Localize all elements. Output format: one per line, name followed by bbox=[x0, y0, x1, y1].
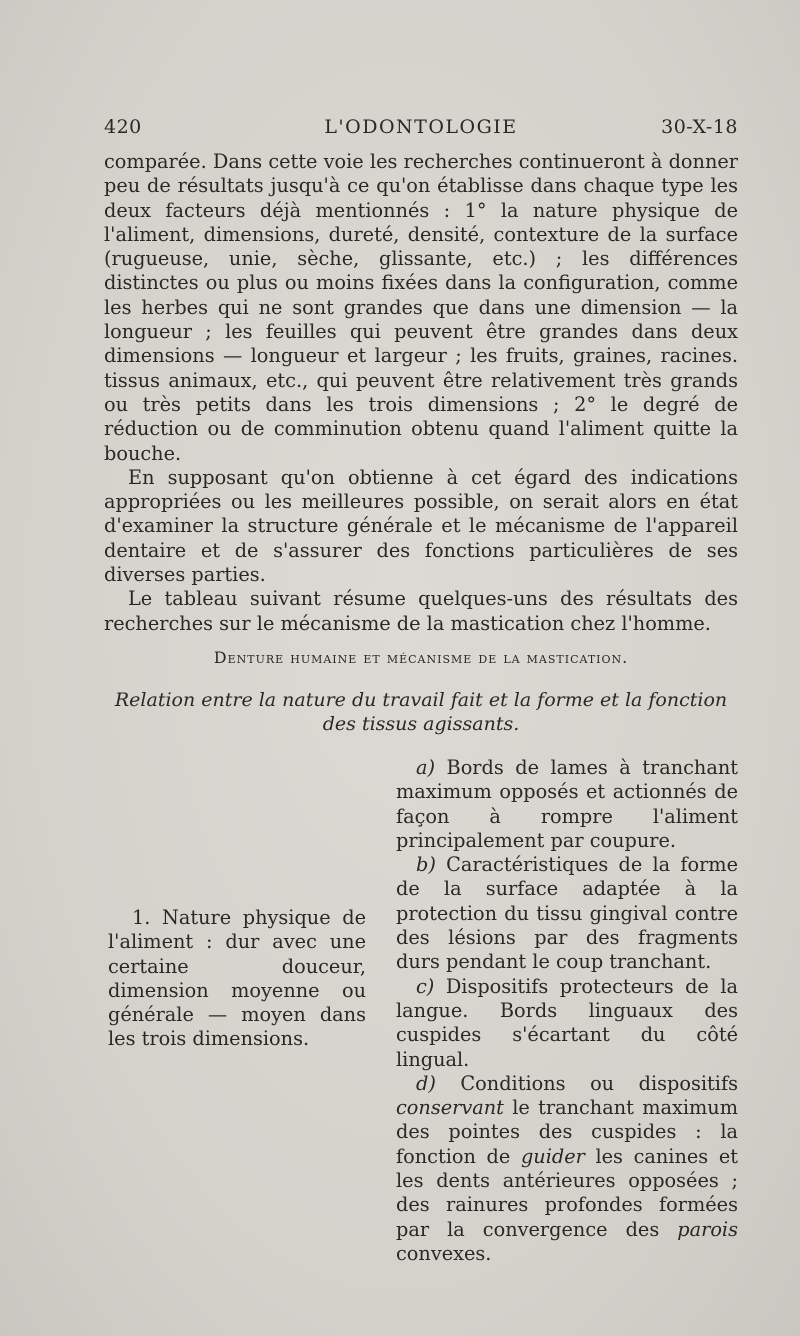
list-item: c) Dispositifs protecteurs de la langue. Bords linguaux des cuspides s'écartant du côté lingual. bbox=[396, 974, 738, 1071]
item-label: a) bbox=[416, 756, 436, 779]
left-column bbox=[108, 906, 366, 1052]
item-label: d) bbox=[416, 1071, 436, 1095]
table-subtitle: Relation entre la nature du travail fait et la forme et la fonction des tissus agissants. bbox=[114, 689, 728, 735]
item-label: c) bbox=[416, 974, 435, 998]
right-column bbox=[396, 756, 738, 1266]
paragraph: comparée. Dans cette voie les recherches continueront à donner peu de résultats jusqu'à ce qu'on établisse dans chaque type les deux facteurs déjà mentionnés : 1° la nature physique de l'aliment, dimensions, dureté, densité, contexture de la surface (rugueuse, unie, sèche, glissante, etc.) ; les différences distinctes ou plus ou moins fixées dans la configuration, comme les herbes qui ne sont grandes que dans une dimension — la longueur ; les feuilles qui peuvent être grandes dans deux dimensions — longueur et largeur ; les fruits, graines, racines. tissus animaux, etc., qui peuvent être relativement très grands ou très petits dans les trois dimensions ; 2° le degré de réduction ou de comminution obtenu quand l'aliment quitte la bouche. bbox=[104, 150, 738, 465]
paragraph: Le tableau suivant résume quelques-uns des résultats des recherches sur le mécanisme de la mastication chez l'homme. bbox=[104, 587, 738, 635]
page-header bbox=[104, 116, 738, 146]
paragraph: En supposant qu'on obtienne à cet égard des indications appropriées ou les meilleures possible, on serait alors en état d'examiner la structure générale et le mécanisme de l'appareil dentaire et de s'assurer des fonctions particulières de ses diverses parties. bbox=[104, 465, 738, 587]
section-title: Denture humaine et mécanisme de la mastication. bbox=[213, 648, 629, 667]
list-item: d) Conditions ou dispositifs conservant le tranchant maximum des pointes des cuspides : la fonction de guider les canines et les dents antérieures opposées ; des rainures profondes formées par la convergence des parois convexes. bbox=[396, 1071, 738, 1265]
page-number: 420 bbox=[104, 116, 142, 138]
food-nature-text: 1. Nature physique de l'aliment : dur avec une certaine douceur, dimension moyenne ou générale — moyen dans les trois dimensions. bbox=[108, 906, 366, 1051]
body-text bbox=[104, 150, 738, 636]
list-item: a) Bords de lames à tranchant maximum opposés et actionnés de façon à rompre l'aliment principalement par coupure. bbox=[396, 756, 738, 852]
list-item: b) Caractéristiques de la forme de la surface adaptée à la protection du tissu gingival contre des lésions par des fragments durs pendant le coup tranchant. bbox=[396, 853, 738, 974]
item-label: b) bbox=[416, 853, 436, 877]
issue-date: 30-X-18 bbox=[661, 116, 738, 138]
running-title: L'ODONTOLOGIE bbox=[324, 116, 518, 138]
